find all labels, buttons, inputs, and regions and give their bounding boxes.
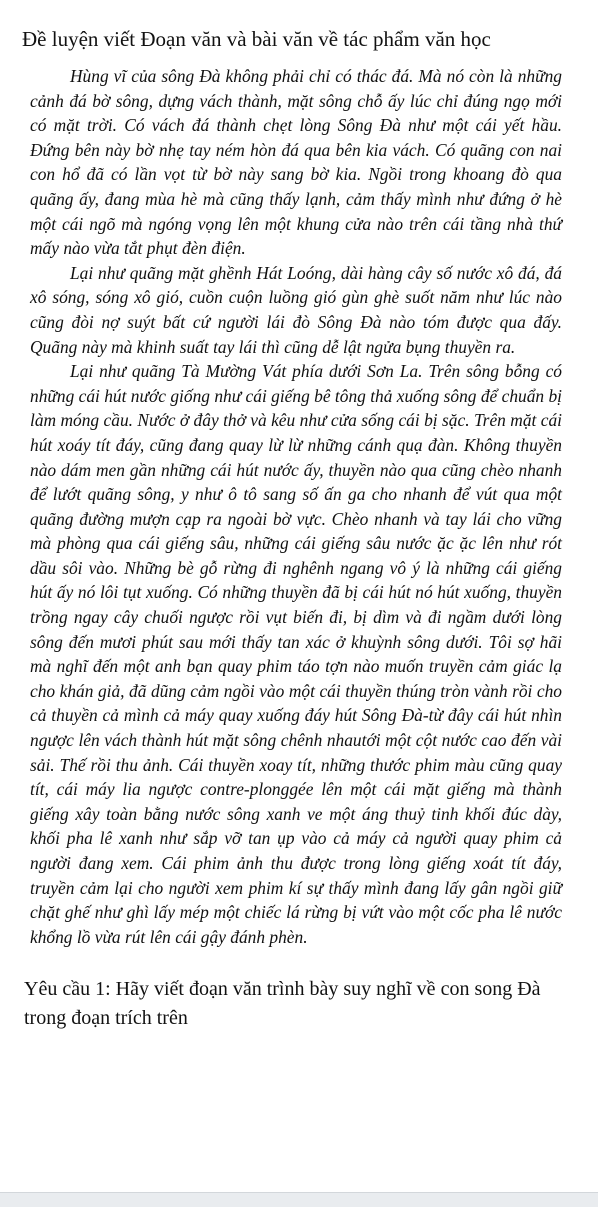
assignment-question: Yêu cầu 1: Hãy viết đoạn văn trình bày suy nghĩ về con song Đà trong đoạn trích trên	[24, 978, 541, 1030]
excerpt-paragraph-3: Lại như quãng Tà Mường Vát phía dưới Sơn La. Trên sông bỗng có những cái hút nước giống như cái giếng bê tông thả xuống sông để chuẩn bị làm móng cầu. Nước ở đây thở và kêu như cửa sống cái bị sặc. Trên mặt cái hút xoáy tít đáy, cũng đang quay lừ lừ những cánh quạ đàn. Không thuyền nào dám men gần những cái hút nước ấy, thuyền nào qua cũng chèo nhanh để lướt quãng sông, y như ô tô sang số ấn ga cho nhanh để vút qua một quãng đường mượn cạp ra ngoài bờ vực. Chèo nhanh và tay lái cho vững mà phòng qua cái giếng sâu, những cái giếng sâu nước ặc ặc lên như rót dầu sôi vào. Những bè gỗ rừng đi nghênh ngang vô ý là những cái giếng hút ấy nó lôi tụt xuống. Có những thuyền đã bị cái hút nó hút xuống, thuyền trồng ngay cây chuối ngược rồi vụt biến đi, bị dìm và đi ngầm dưới lòng sông đến mươi phút sau mới thấy tan xác ở khuỳnh sông dưới. Tôi sợ hãi mà nghĩ đến một anh bạn quay phim táo tợn nào muốn truyền cảm giác lạ cho khán giả, đã dũng cảm ngồi vào một cái thuyền thúng tròn vành rồi cho cả thuyền cả mình cả máy quay xuống đáy hút Sông Đà-từ đây cái hút nhìn ngược lên vách thành hút mặt sông chênh nhautới một cột nước cao đến vài sải. Thế rồi thu ảnh. Cái thuyền xoay tít, những thước phim màu cũng quay tít, cái máy lia ngược contre-plonggée lên một cái mặt giếng mà thành giếng xây toàn bằng nước sông xanh ve một áng thuỷ tinh khối đúc dày, khối pha lê xanh như sắp vỡ tan ụp vào cả máy cả người quay phim cả người đang xem. Cái phim ảnh thu được trong lòng giếng xoát tít đáy, truyền cảm lại cho người xem phim kí sự thấy mình đang lấy gân ngồi giữ chặt ghế như ghì lấy mép một chiếc lá rừng bị vứt vào một cốc pha lê nước khổng lồ vừa rút lên cái gậy đánh phèn.	[30, 361, 562, 947]
excerpt-passage	[30, 64, 562, 949]
bottom-divider	[0, 1192, 598, 1207]
excerpt-paragraph-1: Hùng vĩ của sông Đà không phải chỉ có thác đá. Mà nó còn là những cảnh đá bờ sông, dựng vách thành, mặt sông chỗ ấy lúc chỉ đúng ngọ mới có mặt trời. Có vách đá thành chẹt lòng Sông Đà như một cái yết hầu. Đứng bên này bờ nhẹ tay ném hòn đá qua bên kia vách. Có quãng con nai con hổ đã có lần vọt từ bờ này sang bờ kia. Ngồi trong khoang đò qua quãng ấy, đang mùa hè mà cũng thấy lạnh, cảm thấy mình như đứng ở hè một cái ngõ mà ngóng vọng lên một khung cửa nào trên cái tầng nhà thứ mấy nào vừa tắt phụt đèn điện.	[30, 66, 562, 259]
document-title: Đề luyện viết Đoạn văn và bài văn về tác phẩm văn học	[22, 27, 491, 51]
excerpt-paragraph-2: Lại như quãng mặt ghềnh Hát Loóng, dài hàng cây số nước xô đá, đá xô sóng, sóng xô gió, cuồn cuộn luồng gió gùn ghè suốt năm như lúc nào cũng đòi nợ suýt bất cứ người lái đò Sông Đà nào tóm được qua đấy. Quãng này mà khinh suất tay lái thì cũng dễ lật ngửa bụng thuyền ra.	[30, 262, 562, 357]
